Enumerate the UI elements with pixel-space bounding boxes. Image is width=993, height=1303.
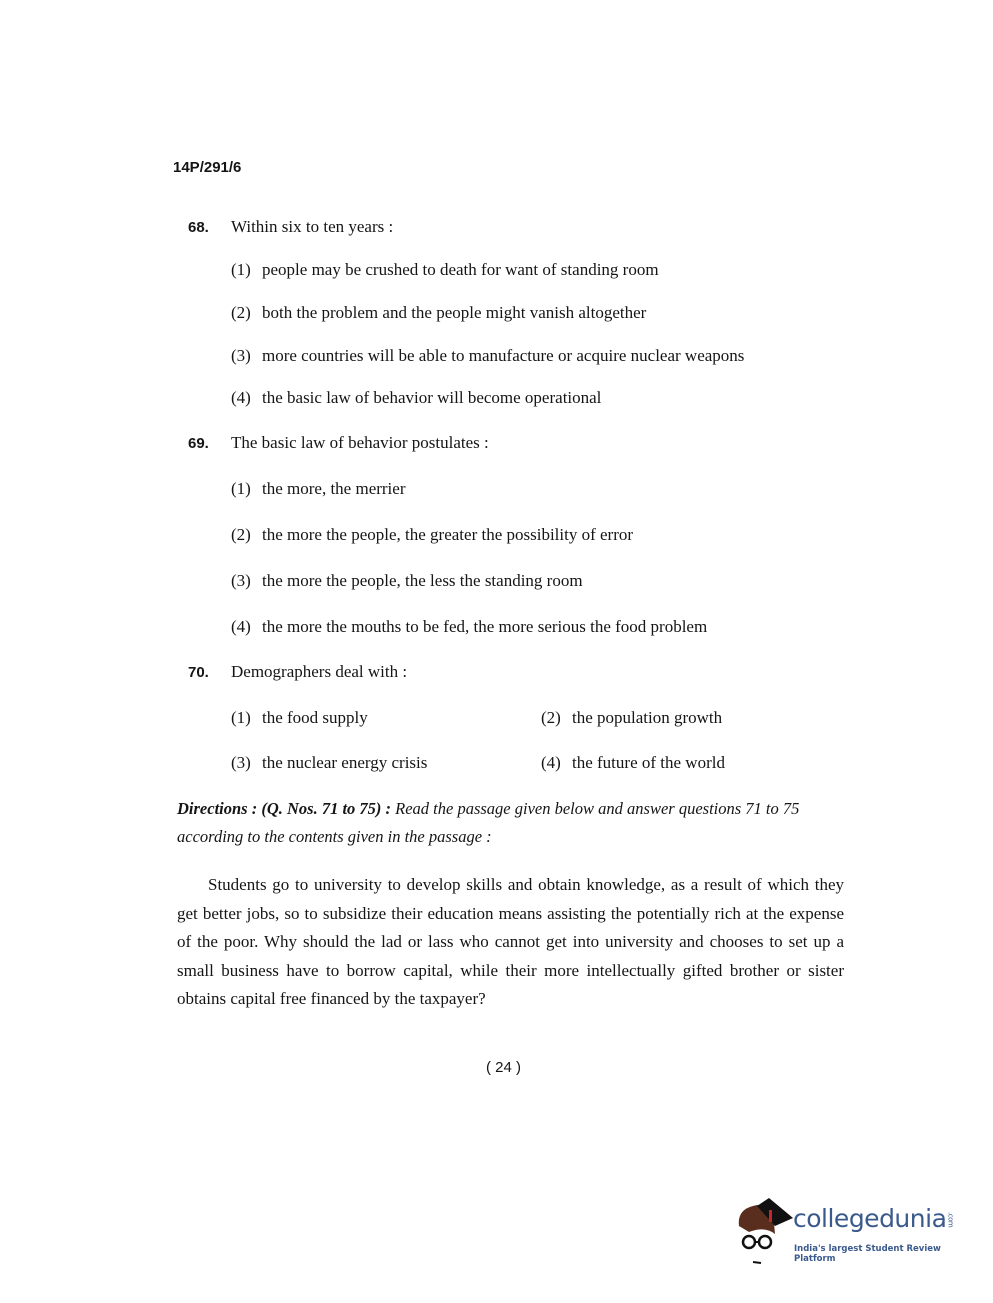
option-label: (4): [541, 753, 561, 772]
option-text: the nuclear energy crisis: [262, 753, 428, 772]
option-label: (1): [231, 479, 251, 498]
option: [231, 479, 406, 499]
question-number: 69.: [188, 435, 209, 452]
option: [231, 708, 368, 728]
question-stem: Within six to ten years :: [231, 217, 394, 236]
question-stem: Demographers deal with :: [231, 662, 408, 681]
question-stem: The basic law of behavior postulates :: [231, 433, 489, 452]
option: [541, 708, 722, 728]
option-label: (2): [231, 525, 251, 544]
directions-line-1: [177, 799, 799, 819]
paper-code: 14P/291/6: [173, 159, 242, 176]
directions-line-2: according to the contents given in the passage :: [177, 827, 492, 846]
reading-passage: Students go to university to develop skills and obtain knowledge, as a result of which they get better jobs, so to subsidize their education means assisting the potentially rich at the expense of the poor. Why should the lad or lass who cannot get into university and chooses to set up a small business have to borrow capital, while their more intellectually gifted brother or sister obtains capital free financed by the taxpayer?: [177, 875, 844, 1008]
collegedunia-logo: [735, 1196, 965, 1266]
option-text: the more, the merrier: [262, 479, 406, 498]
mascot-icon: [735, 1196, 793, 1266]
option-text: the food supply: [262, 708, 368, 727]
option: [541, 753, 725, 773]
option-text: the more the people, the less the standing room: [262, 571, 583, 590]
option-text: the more the mouths to be fed, the more serious the food problem: [262, 617, 708, 636]
option-label: (1): [231, 708, 251, 727]
option: [231, 525, 633, 545]
option-text: both the problem and the people might vanish altogether: [262, 303, 647, 322]
option: [231, 753, 427, 773]
option: [231, 346, 744, 366]
directions-prefix: Directions : (Q. Nos. 71 to 75) :: [177, 799, 392, 818]
page-number: ( 24 ): [486, 1059, 522, 1076]
option-label: (2): [231, 303, 251, 322]
question-number: 70.: [188, 664, 209, 681]
option-label: (3): [231, 571, 251, 590]
option-text: people may be crushed to death for want of standing room: [262, 260, 659, 279]
option: [231, 388, 601, 408]
option-label: (4): [231, 388, 251, 407]
question-number: 68.: [188, 219, 209, 236]
logo-wordmark: collegedunia: [793, 1204, 947, 1233]
option-label: (3): [231, 753, 251, 772]
logo-tagline: India's largest Student Review Platform: [794, 1244, 941, 1264]
directions-text: Read the passage given below and answer questions 71 to 75: [395, 799, 800, 818]
option-label: (2): [541, 708, 561, 727]
option: [231, 260, 659, 280]
option-label: (3): [231, 346, 251, 365]
option-text: the future of the world: [572, 753, 725, 772]
logo-suffix: .com: [946, 1211, 955, 1227]
option-label: (1): [231, 260, 251, 279]
option-label: (4): [231, 617, 251, 636]
option-text: the population growth: [572, 708, 723, 727]
option: [231, 617, 707, 637]
option: [231, 303, 646, 323]
option-text: the more the people, the greater the possibility of error: [262, 525, 634, 544]
option-text: more countries will be able to manufacture or acquire nuclear weapons: [262, 346, 745, 365]
option-text: the basic law of behavior will become operational: [262, 388, 602, 407]
option: [231, 571, 583, 591]
